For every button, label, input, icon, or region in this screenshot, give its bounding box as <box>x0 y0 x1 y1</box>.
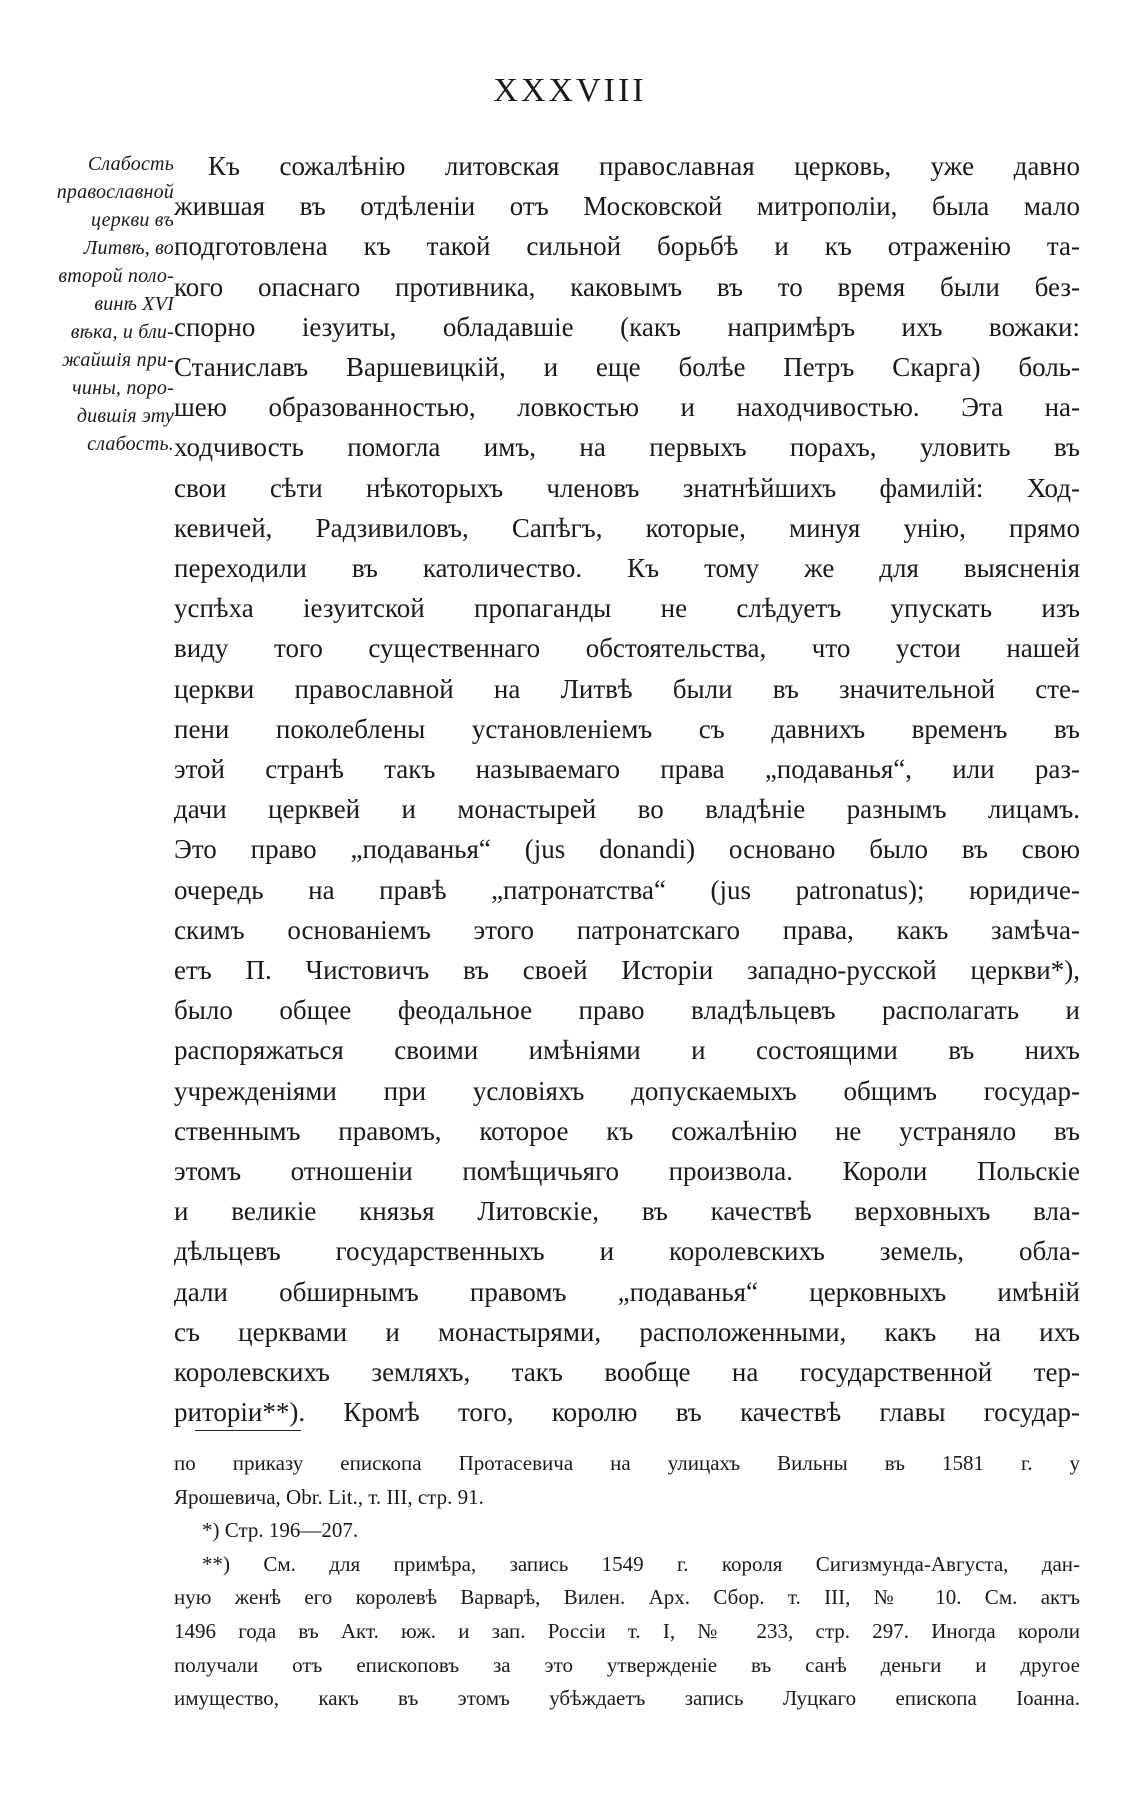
body-line: распоряжаться своими имѣніями и состоящими въ нихъ <box>174 1035 1080 1066</box>
body-line: спорно іезуиты, обладавшіе (какъ напримѣръ ихъ вожаки: <box>174 311 1080 342</box>
margin-note-line: дившія эту <box>76 405 174 427</box>
body-line: этомъ отношеніи помѣщичьяго произвола. Короли Польскіе <box>174 1156 1080 1187</box>
body-line: этой странѣ такъ называемаго права „подаванья“, или раз- <box>174 754 1080 785</box>
margin-note-line: православной <box>56 181 174 203</box>
margin-note-line: чины, поро- <box>72 377 174 399</box>
body-line: и великіе князья Литовскіе, въ качествѣ верховныхъ вла- <box>174 1196 1080 1227</box>
margin-note-line: Литвѣ, во <box>83 237 174 259</box>
body-line: было общее феодальное право владѣльцевъ располагать и <box>174 995 1080 1026</box>
body-line: учрежденіями при условіяхъ допускаемыхъ общимъ государ- <box>174 1075 1080 1106</box>
body-line: риторіи**). Кромѣ того, королю въ качествѣ главы государ- <box>174 1397 1080 1428</box>
body-line: дали обширнымъ правомъ „подаванья“ церковныхъ имѣній <box>174 1276 1080 1307</box>
margin-note <box>14 150 174 458</box>
footnote-line: по приказу епископа Протасевича на улицахъ Вильны въ 1581 г. у <box>174 1451 1080 1475</box>
body-line: ходчивость помогла имъ, на первыхъ порахъ, уловить въ <box>174 432 1080 463</box>
body-line: виду того существеннаго обстоятельства, что устои нашей <box>174 633 1080 664</box>
footnote-line: *) Стр. 196—207. <box>202 1518 359 1543</box>
body-line: Это право „подаванья“ (jus donandi) основано было въ свою <box>174 834 1080 865</box>
body-line: церкви православной на Литвѣ были въ значительной сте- <box>174 673 1080 704</box>
margin-note-line: Слабость <box>87 153 174 175</box>
footnotes <box>174 1447 1080 1716</box>
body-line: съ церквами и монастырями, расположенными, какъ на ихъ <box>174 1316 1080 1347</box>
margin-note-line: вѣка, и бли- <box>70 321 174 343</box>
body-line: свои сѣти нѣкоторыхъ членовъ знатнѣйшихъ фамилій: Ход- <box>174 472 1080 503</box>
body-line: переходили въ католичество. Къ тому же для выясненія <box>174 553 1080 584</box>
body-line: очередь на правѣ „патронатства“ (jus patronatus); юридиче- <box>174 874 1080 905</box>
margin-note-line: церкви въ <box>90 209 174 231</box>
footnote-line: ную женѣ его королевѣ Варварѣ, Вилен. Арх. Сбор. т. III, № 10. См. актъ <box>174 1585 1080 1610</box>
footnote-line: **) См. для примѣра, запись 1549 г. короля Сигизмунда-Августа, дан- <box>202 1551 1080 1576</box>
body-line: успѣха іезуитской пропаганды не слѣдуетъ упускать изъ <box>174 593 1080 624</box>
page-number: XXXVIII <box>493 72 647 109</box>
body-line: Къ сожалѣнію литовская православная церковь, уже давно <box>208 151 1080 181</box>
footnote-divider <box>195 1430 301 1431</box>
body-line: кого опаснаго противника, каковымъ въ то время были без- <box>174 271 1080 302</box>
margin-note-line: винѣ XVI <box>94 293 174 315</box>
body-line: шею образованностью, ловкостью и находчивостью. Эта на- <box>174 392 1080 423</box>
footnote-line: получали отъ епископовъ за это утвержденіе въ санѣ деньги и другое <box>174 1652 1080 1677</box>
body-line: пени поколеблены установленіемъ съ давнихъ временъ въ <box>174 713 1080 744</box>
body-line: скимъ основаніемъ этого патронатскаго права, какъ замѣча- <box>174 914 1080 945</box>
margin-note-line: второй поло- <box>58 265 174 287</box>
body-line: Станиславъ Варшевицкій, и еще болѣе Петръ Скарга) боль- <box>174 352 1080 383</box>
body-line: ственнымъ правомъ, которое къ сожалѣнію не устраняло въ <box>174 1115 1080 1146</box>
margin-note-line: жайшія при- <box>61 349 174 371</box>
footnote-line: Ярошевича, Obr. Lit., т. III, стр. 91. <box>174 1484 484 1509</box>
margin-note-line: слабость. <box>87 433 174 455</box>
footnote-line: 1496 года въ Акт. юж. и зап. Россіи т. I, № 233, стр. 297. Иногда короли <box>174 1618 1080 1643</box>
body-line: дачи церквей и монастырей во владѣніе разнымъ лицамъ. <box>174 794 1080 825</box>
body-line: кевичей, Радзивиловъ, Сапѣгъ, которые, минуя унію, прямо <box>174 512 1080 543</box>
body-line: жившая въ отдѣленіи отъ Московской митрополіи, была мало <box>174 191 1080 222</box>
body-text <box>174 146 1080 1433</box>
body-line: етъ П. Чистовичъ въ своей Исторіи западно-русской церкви*), <box>174 955 1080 986</box>
body-line: королевскихъ земляхъ, такъ вообще на государственной тер- <box>174 1357 1080 1388</box>
body-line: дѣльцевъ государственныхъ и королевскихъ земель, обла- <box>174 1236 1080 1267</box>
body-line: подготовлена къ такой сильной борьбѣ и къ отраженію та- <box>174 231 1080 262</box>
footnote-line: имущество, какъ въ этомъ убѣждаетъ запись Луцкаго епископа Іоанна. <box>174 1686 1080 1711</box>
